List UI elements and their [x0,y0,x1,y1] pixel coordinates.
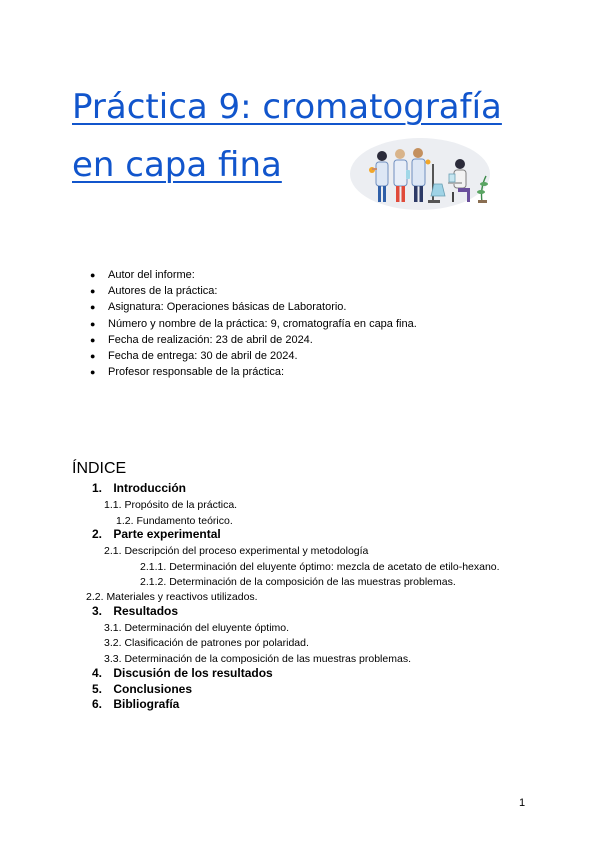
bullet-icon: ● [90,334,96,345]
toc-entry[interactable]: 4. Discusión de los resultados [92,666,273,680]
toc-entry[interactable]: 3.1. Determinación del eluyente óptimo. [104,622,290,634]
toc-entry[interactable]: 2. Parte experimental [92,527,221,541]
toc-entry[interactable]: 2.1. Descripción del proceso experimental y metodología [104,545,369,557]
toc-entry[interactable]: 1. Introducción [92,481,187,495]
lab-scientists-illustration [348,134,494,212]
bullet-icon: ● [90,270,96,280]
info-item-date-done: ● Fecha de realización: 23 de abril de 2024. [88,332,548,348]
toc-entry[interactable]: 6. Bibliografía [92,697,180,711]
report-info-list [88,267,548,380]
toc-entry[interactable]: 3.2. Clasificación de patrones por polaridad. [104,637,309,649]
info-item-subject: ● Asignatura: Operaciones básicas de Laboratorio. [88,299,548,315]
toc-entry[interactable]: 3.3. Determinación de la composición de las muestras problemas. [104,653,411,665]
toc-entry[interactable]: 2.1.2. Determinación de la composición de las muestras problemas. [140,576,456,588]
bullet-icon: ● [90,367,96,378]
bullet-icon: ● [90,318,96,329]
bullet-icon: ● [90,286,96,297]
info-item-professor: ● Profesor responsable de la práctica: [88,364,548,380]
toc-entry[interactable]: 2.2. Materiales y reactivos utilizados. [86,591,258,603]
document-title[interactable]: Práctica 9: cromatografía en capa fina [72,87,502,185]
info-item-practice-authors: ● Autores de la práctica: [88,283,548,299]
bullet-icon: ● [90,351,96,362]
toc-entry[interactable]: 1.2. Fundamento teórico. [116,515,233,527]
toc-entry[interactable]: 1.1. Propósito de la práctica. [104,499,238,511]
info-item-practice-number: ● Número y nombre de la práctica: 9, cromatografía en capa fina. [88,316,548,332]
info-item-author: ● Autor del informe: [88,267,548,283]
toc-entry[interactable]: 5. Conclusiones [92,682,193,696]
index-heading: ÍNDICE [72,460,127,477]
bullet-icon: ● [90,302,96,313]
toc-entry[interactable]: 3. Resultados [92,604,179,618]
page-number: 1 [519,797,526,809]
info-item-date-due: ● Fecha de entrega: 30 de abril de 2024. [88,348,548,364]
toc-entry[interactable]: 2.1.1. Determinación del eluyente óptimo: mezcla de acetato de etilo-hexano. [140,561,500,573]
